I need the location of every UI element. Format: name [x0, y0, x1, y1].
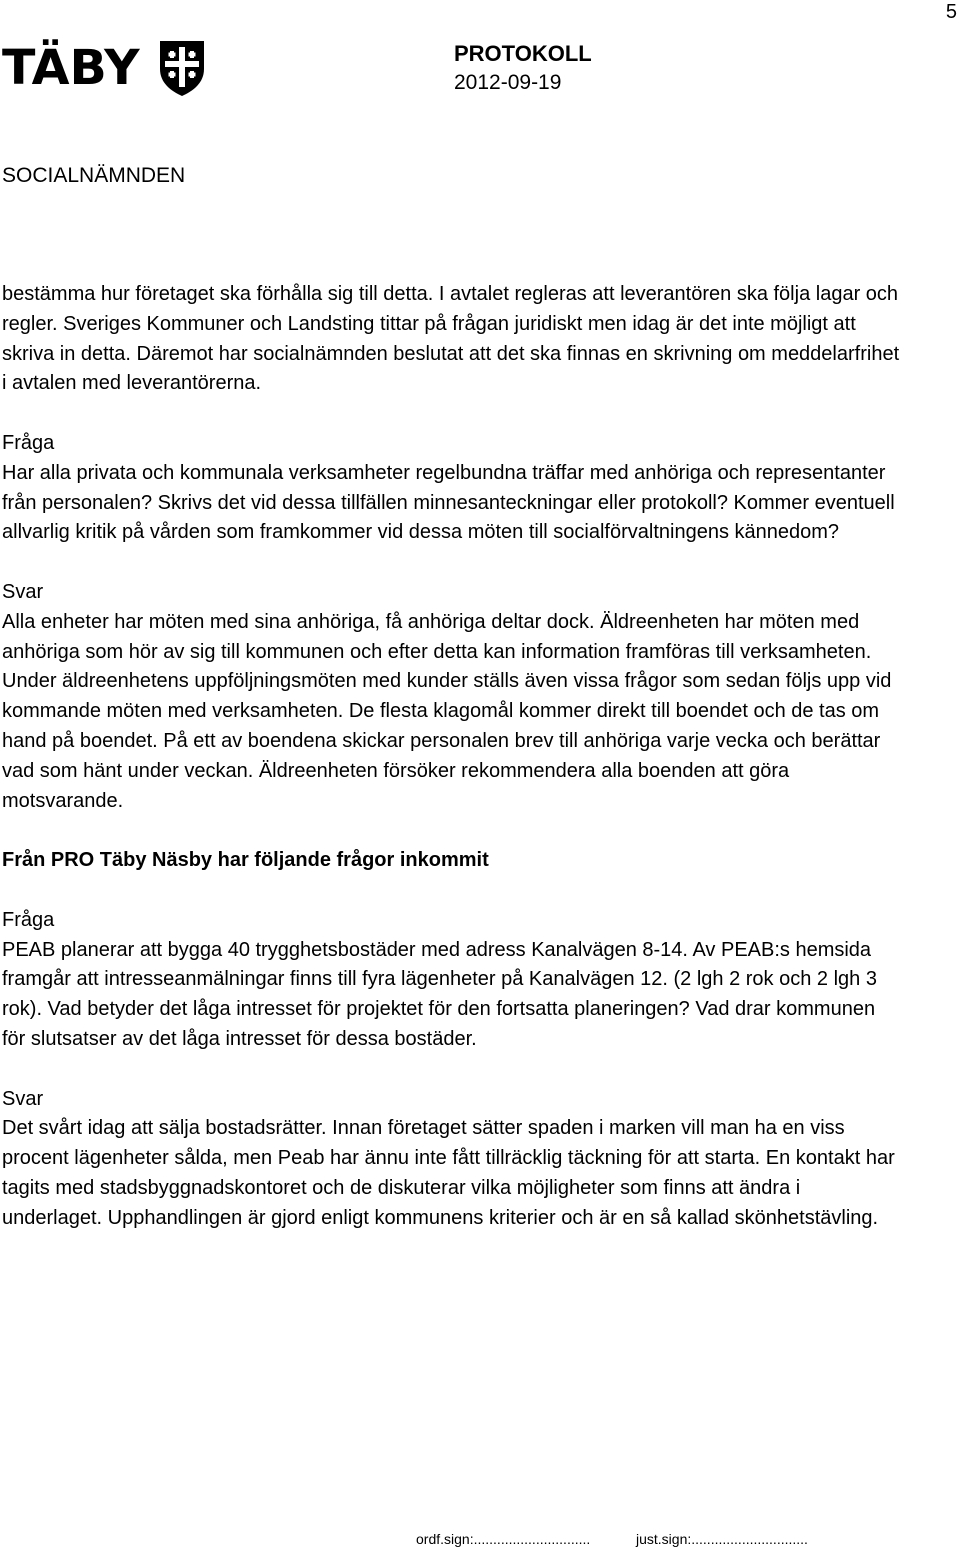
municipality-logo	[2, 38, 207, 98]
question-label: Fråga	[2, 431, 55, 454]
page-number: 5	[945, 1, 957, 23]
answer-label: Svar	[2, 1087, 44, 1110]
document-body	[2, 280, 902, 1234]
document-type: PROTOKOLL	[454, 41, 592, 66]
logo-wordmark: TÄBY	[2, 40, 140, 96]
question-label: Fråga	[2, 908, 55, 931]
intro-paragraph: bestämma hur företaget ska förhålla sig till detta. I avtalet regleras att leverantören ska följa lagar och regler. Sveriges Kommuner och Landsting tittar på frågan juridiskt men idag är det inte möjligt att skriva in detta. Däremot har socialnämnden beslutat att det ska finnas en skrivning om meddelarfrihet i avtalen med leverantörerna.	[2, 283, 900, 395]
answer-text: Det svårt idag att sälja bostadsrätter. Innan företaget sätter spaden i marken vill man ha en viss procent lägenheter sålda, men Peab har ännu inte fått tillräcklig täckning för att starta. En kontakt har tagits med stadsbyggnadskontoret och de diskuterar vilka möjligheter som finns att ändra i underlaget. Upphandlingen är gjord enligt kommunens kriterier och är en så kallad skönhetstävling.	[2, 1117, 895, 1229]
taby-shield-cross-icon	[157, 39, 207, 97]
question-text: PEAB planerar att bygga 40 trygghetsbostäder med adress Kanalvägen 8-14. Av PEAB:s hemsida framgår att intresseanmälningar finns till fyra lägenheter på Kanalvägen 12. (2 lgh 2 rok och 2 lgh 3 rok). Vad betyder det låga intresset för projektet för den fortsatta planeringen? Vad drar kommunen för slutsatser av det låga intresset för dessa bostäder.	[2, 938, 877, 1050]
section-heading: Från PRO Täby Näsby har följande frågor inkommit	[2, 849, 489, 872]
department-name: SOCIALNÄMNDEN	[2, 164, 186, 187]
document-date: 2012-09-19	[454, 71, 562, 94]
adjuster-signature-line: just.sign:..............................	[636, 1531, 808, 1547]
answer-text: Alla enheter har möten med sina anhöriga, få anhöriga deltar dock. Äldreenheten har möten med anhöriga som hör av sig till kommunen och efter detta kan information framföras till verksamheten. Under äldreenhetens uppföljningsmöten med kunder ställs även vissa frågor som sedan följs upp vid kommande möten med verksamheten. De flesta klagomål kommer direkt till boendet och de tas om hand på boendet. På ett av boendena skickar personalen brev till anhöriga varje vecka och berättar vad som hänt under veckan. Äldreenheten försöker rekommendera alla boenden att göra motsvarande.	[2, 610, 892, 812]
answer-label: Svar	[2, 580, 44, 603]
question-text: Har alla privata och kommunala verksamheter regelbundna träffar med anhöriga och representanter från personalen? Skrivs det vid dessa tillfällen minnesanteckningar eller protokoll? Kommer eventuell allvarlig kritik på vården som framkommer vid dessa möten till socialförvaltningens kännedom?	[2, 461, 895, 544]
chair-signature-line: ordf.sign:..............................	[416, 1531, 591, 1547]
